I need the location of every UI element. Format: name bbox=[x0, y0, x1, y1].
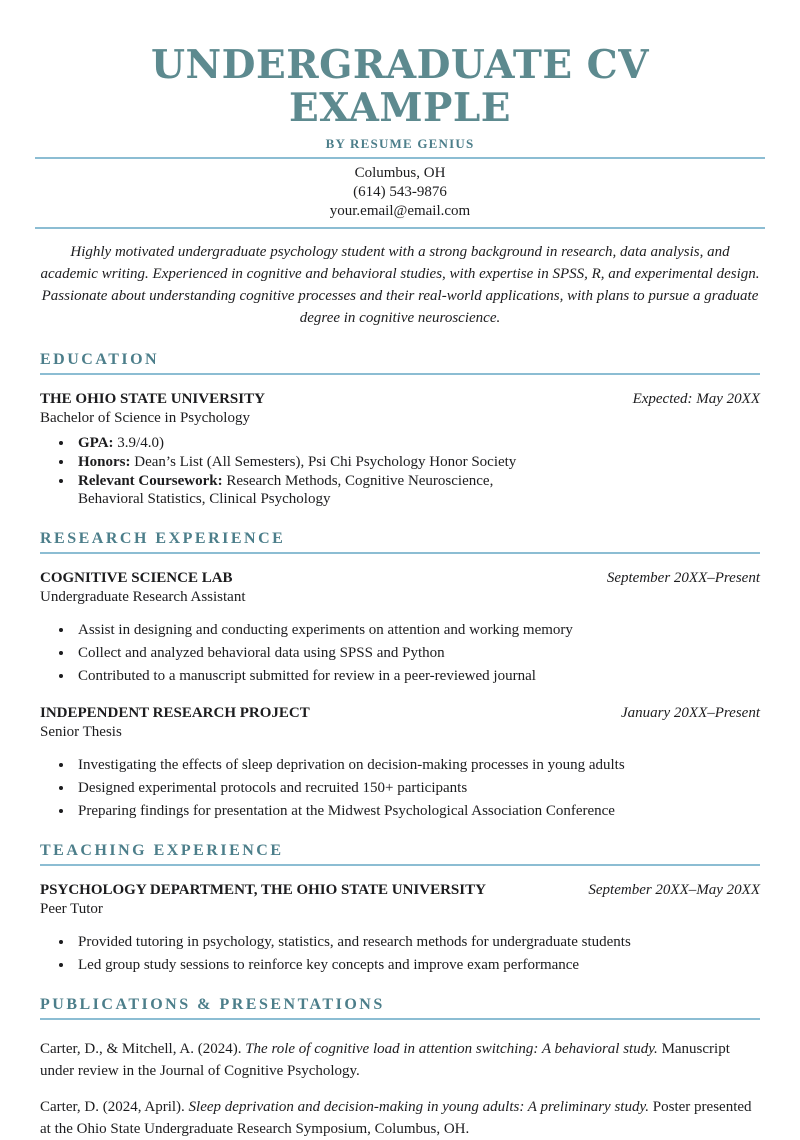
education-bullet bbox=[74, 472, 545, 508]
education-bullet bbox=[74, 434, 545, 452]
teaching-entry-header bbox=[40, 882, 760, 899]
research-bullet: • Contributed to a manuscript submitted for review in a peer-reviewed journal bbox=[74, 667, 760, 685]
contact-divider bbox=[35, 227, 765, 229]
teaching-heading: TEACHING EXPERIENCE bbox=[40, 842, 760, 866]
citation-authors: Carter, D., & Mitchell, A. (2024). bbox=[40, 1040, 246, 1057]
teaching-bullet: • Provided tutoring in psychology, statistics, and research methods for undergraduate students bbox=[74, 933, 760, 951]
entry-date: January 20XX–Present bbox=[621, 704, 760, 721]
research-bullet: • Preparing findings for presentation at the Midwest Psychological Association Conference bbox=[74, 802, 760, 820]
research-bullet: • Investigating the effects of sleep deprivation on decision-making processes in young adults bbox=[74, 756, 760, 774]
bullet-label: GPA: bbox=[78, 434, 114, 451]
contact-email: your.email@email.com bbox=[329, 202, 471, 219]
citation-title: The role of cognitive load in attention switching: A behavioral study. bbox=[245, 1040, 658, 1057]
teaching-entry bbox=[40, 882, 760, 974]
section-publications bbox=[40, 996, 760, 1140]
publication-item bbox=[40, 1038, 760, 1082]
citation-authors: Carter, D. (2024, April). bbox=[40, 1098, 189, 1115]
education-bullet bbox=[74, 453, 545, 471]
research-entry bbox=[40, 705, 760, 820]
bullet-label: Relevant Coursework: bbox=[78, 472, 223, 489]
contact-block bbox=[40, 159, 760, 227]
teaching-bullet: • Led group study sessions to reinforce key concepts and improve exam performance bbox=[74, 956, 760, 974]
contact-phone: (614) 543-9876 bbox=[353, 183, 447, 200]
page-title: UNDERGRADUATE CV EXAMPLE bbox=[151, 42, 649, 131]
education-date: Expected: May 20XX bbox=[632, 390, 760, 407]
education-entry bbox=[40, 391, 760, 508]
section-research bbox=[40, 530, 760, 820]
citation-title: Sleep deprivation and decision-making in young adults: A preliminary study. bbox=[188, 1098, 650, 1115]
bullet-label: Honors: bbox=[78, 453, 131, 470]
research-bullet: • Designed experimental protocols and recruited 150+ participants bbox=[74, 779, 760, 797]
citation-venue: Poster presented at the Ohio State Undergraduate Research Symposium, Columbus, OH. bbox=[40, 1098, 752, 1137]
research-entry-header bbox=[40, 570, 760, 587]
research-bullet-list bbox=[40, 621, 760, 685]
degree-name: Bachelor of Science in Psychology bbox=[40, 409, 250, 426]
research-heading: RESEARCH EXPERIENCE bbox=[40, 530, 760, 554]
education-heading: EDUCATION bbox=[40, 351, 760, 375]
section-teaching bbox=[40, 842, 760, 974]
teaching-bullet-list bbox=[40, 933, 760, 974]
education-bullet-list bbox=[40, 434, 545, 508]
section-education bbox=[40, 351, 760, 508]
bullet-text: 3.9/4.0) bbox=[113, 434, 164, 451]
byline: BY RESUME GENIUS bbox=[325, 135, 475, 151]
publications-heading: PUBLICATIONS & PRESENTATIONS bbox=[40, 996, 760, 1020]
employer-name: PSYCHOLOGY DEPARTMENT, THE OHIO STATE UNIVERSITY bbox=[40, 881, 486, 898]
research-entry-header bbox=[40, 705, 760, 722]
research-bullet: • Assist in designing and conducting experiments on attention and working memory bbox=[74, 621, 760, 639]
employer-name: COGNITIVE SCIENCE LAB bbox=[40, 569, 233, 586]
entry-date: September 20XX–Present bbox=[606, 569, 760, 586]
summary-paragraph: Highly motivated undergraduate psychology student with a strong background in research, data analysis, and academic writing. Experienced in cognitive and behavioral studies, with expertise in SPSS, R, and experimental design. Passionate about understanding cognitive processes and their real-world applications, with plans to pursue a graduate degree in cognitive neuroscience. bbox=[40, 243, 760, 326]
entry-date: September 20XX–May 20XX bbox=[588, 881, 760, 898]
contact-location: Columbus, OH bbox=[354, 164, 446, 181]
education-entry-header bbox=[40, 391, 760, 408]
citation-venue: Manuscript under review in the Journal of Cognitive Psychology. bbox=[40, 1040, 730, 1079]
research-entry bbox=[40, 570, 760, 685]
research-bullet-list bbox=[40, 756, 760, 820]
bullet-text: Dean’s List (All Semesters), Psi Chi Psychology Honor Society bbox=[130, 453, 517, 470]
job-title: Undergraduate Research Assistant bbox=[40, 588, 246, 605]
publication-item bbox=[40, 1096, 760, 1140]
research-bullet: • Collect and analyzed behavioral data using SPSS and Python bbox=[74, 644, 760, 662]
employer-name: INDEPENDENT RESEARCH PROJECT bbox=[40, 704, 310, 721]
job-title: Peer Tutor bbox=[40, 900, 103, 917]
bullet-text: Research Methods, Cognitive Neuroscience, Behavioral Statistics, Clinical Psychology bbox=[78, 472, 494, 507]
school-name: THE OHIO STATE UNIVERSITY bbox=[40, 390, 265, 407]
job-title: Senior Thesis bbox=[40, 723, 122, 740]
